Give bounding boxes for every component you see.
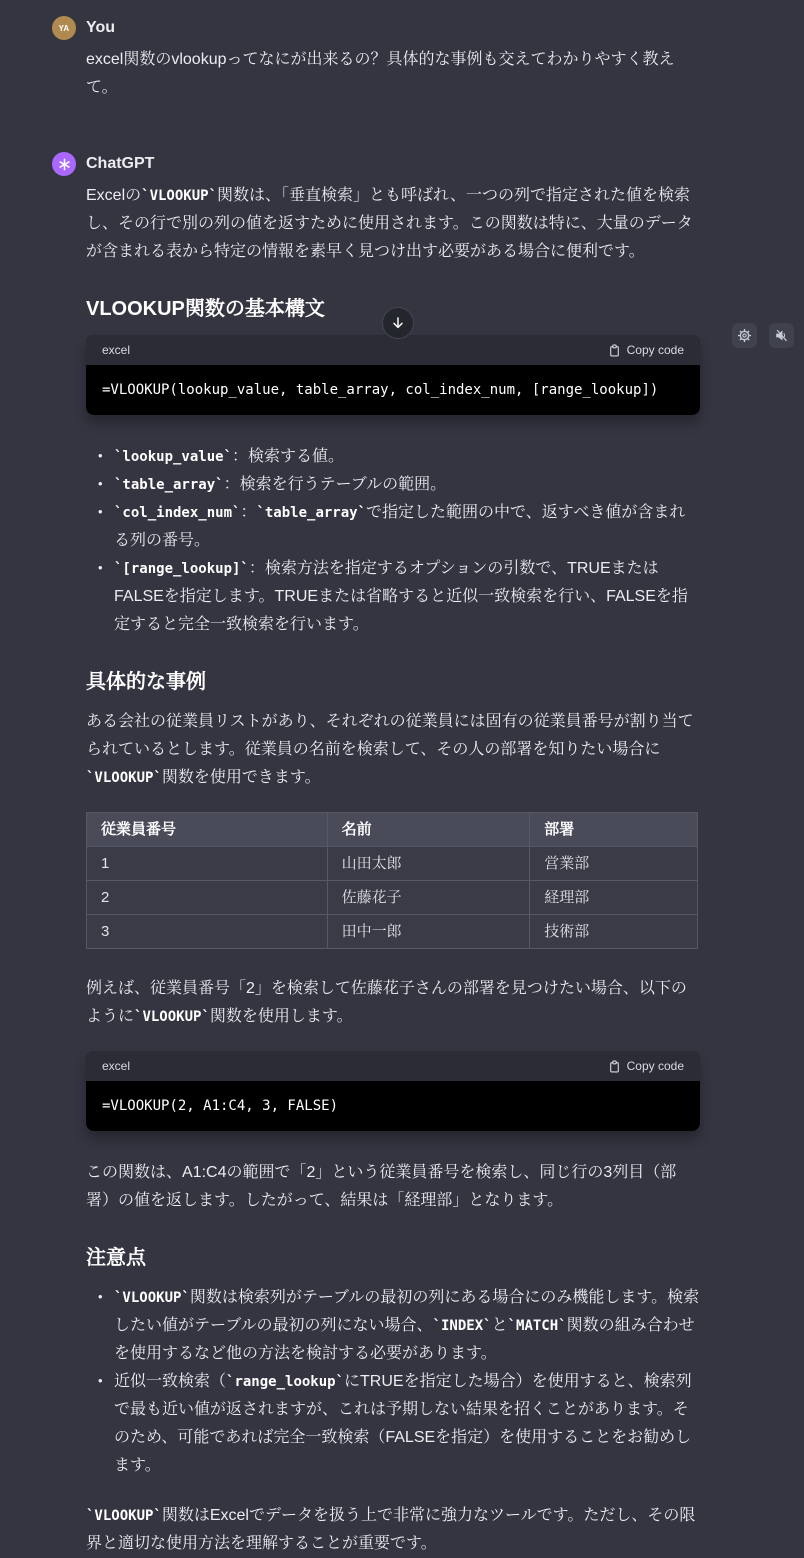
user-avatar [52, 16, 76, 40]
table-header-cell: 部署 [530, 813, 698, 847]
overlay-toolbar [732, 323, 794, 348]
text-run: ：検索方法を指定するオプションの引数で、TRUEまたはFALSEを指定します。TRUEまたは省略すると近似一致検索を行い、FALSEを指定すると完全一致検索を行います。 [114, 560, 688, 633]
code-block-syntax [86, 335, 700, 415]
text-run: ： [240, 504, 257, 521]
inline-code: `VLOOKUP` [86, 770, 162, 786]
table-header-cell: 名前 [327, 813, 530, 847]
assistant-name: ChatGPT [86, 155, 155, 172]
inline-code: `table_array` [256, 505, 367, 521]
text-run: 例えば、従業員番号「2」を検索して佐藤花子さんの部署を見つけたい場合、以下のように [86, 980, 687, 1025]
list-item [96, 555, 700, 639]
assistant-avatar [52, 152, 76, 176]
code-language-label: excel [102, 343, 131, 357]
list-item [96, 1368, 700, 1480]
user-message [52, 16, 700, 102]
list-item [96, 1284, 700, 1368]
assistant-message [52, 152, 700, 1558]
copy-code-button[interactable] [608, 1059, 684, 1073]
text-run: にTRUEを指定した場合）を使用すると、検索列で最も近い値が返されますが、これは予期しない結果を招くことがあります。そのため、可能であれば完全一致検索（FALSEを指定）を使用することをお勧めします。 [114, 1373, 692, 1474]
code-content: =VLOOKUP(2, A1:C4, 3, FALSE) [102, 1098, 339, 1114]
section-heading-notes: 注意点 [86, 1247, 146, 1269]
parameter-list [86, 443, 700, 639]
table-header-row [87, 813, 698, 847]
text-run: 関数は検索列がテーブルの最初の列にある場合にのみ機能します。検索したい値がテーブルの最初の列にない場合、 [114, 1289, 700, 1334]
clipboard-icon [608, 1060, 621, 1073]
code-block-header [86, 335, 700, 365]
code-content: =VLOOKUP(lookup_value, table_array, col_index_num, [range_lookup]) [102, 382, 659, 398]
inline-code: `VLOOKUP` [134, 1009, 210, 1025]
scroll-to-bottom-button[interactable] [382, 307, 414, 339]
text-run: Excelの [86, 187, 142, 204]
list-item [96, 471, 700, 499]
inline-code: `VLOOKUP` [114, 1290, 190, 1306]
employees-table [86, 812, 698, 949]
inline-code: `range_lookup` [226, 1374, 345, 1390]
table-cell: 技術部 [530, 915, 698, 949]
table-cell: 経理部 [530, 881, 698, 915]
table-row [87, 881, 698, 915]
clipboard-icon [608, 344, 621, 357]
code-language-label: excel [102, 1059, 131, 1073]
table-cell: 1 [87, 847, 328, 881]
table-row [87, 915, 698, 949]
example-usage-paragraph [86, 975, 700, 1031]
intro-paragraph [86, 182, 700, 266]
outro-paragraph [86, 1502, 700, 1558]
inline-code: `[range_lookup]` [114, 561, 249, 577]
table-header-cell: 従業員番号 [87, 813, 328, 847]
text-run: 関数を使用します。 [209, 1008, 353, 1025]
mute-button[interactable] [769, 323, 794, 348]
example-result-paragraph: この関数は、A1:C4の範囲で「2」という従業員番号を検索し、同じ行の3列目（部署）の値を返します。したがって、結果は「経理部」となります。 [86, 1164, 677, 1209]
inline-code: `col_index_num` [114, 505, 241, 521]
user-avatar-initials: YA [58, 23, 70, 33]
text-run: 関数を使用できます。 [161, 769, 321, 786]
list-item [96, 499, 700, 555]
copy-code-button[interactable] [608, 343, 684, 357]
code-block-example [86, 1051, 700, 1131]
speaker-muted-icon [774, 328, 789, 343]
inline-code: `table_array` [114, 477, 224, 493]
text-run: 関数は、「垂直検索」とも呼ばれ、一つの列で指定された値を検索し、その行で別の列の値を返すために使用されます。この関数は特に、大量のデータが含まれる表から特定の情報を素早く見つけ出す必要がある場合に便利です。 [86, 187, 693, 260]
text-run: ある会社の従業員リストがあり、それぞれの従業員には固有の従業員番号が割り当てられているとします。従業員の名前を検索して、その人の部署を知りたい場合に [86, 713, 694, 758]
copy-code-label: Copy code [626, 1059, 684, 1073]
gear-icon [737, 328, 752, 343]
arrow-down-icon [390, 315, 406, 331]
inline-code: `lookup_value` [114, 449, 233, 465]
section-heading-example: 具体的な事例 [86, 671, 206, 693]
inline-code: `INDEX` [432, 1318, 492, 1334]
table-cell: 営業部 [530, 847, 698, 881]
table-cell: 田中一郎 [327, 915, 530, 949]
text-run: 関数はExcelでデータを扱う上で非常に強力なツールです。ただし、その限界と適切な使用方法を理解することが重要です。 [86, 1507, 696, 1552]
example-intro-paragraph [86, 708, 700, 792]
text-run: 関数の組み合わせを使用するなど他の方法を検討する必要があります。 [114, 1317, 695, 1362]
user-message-text: excel関数のvlookupってなにが出来るの？具体的な事例も交えてわかりやすく教えて。 [86, 51, 675, 96]
text-run: ：検索する値。 [232, 448, 345, 465]
table-cell: 山田太郎 [327, 847, 530, 881]
table-row [87, 847, 698, 881]
settings-button[interactable] [732, 323, 757, 348]
inline-code: `VLOOKUP` [86, 1508, 162, 1524]
code-block-header [86, 1051, 700, 1081]
user-name: You [86, 19, 116, 36]
text-run: 近似一致検索（ [114, 1373, 227, 1390]
openai-logo-icon [57, 157, 72, 172]
table-cell: 2 [87, 881, 328, 915]
table-cell: 3 [87, 915, 328, 949]
inline-code: `MATCH` [507, 1318, 567, 1334]
text-run: と [491, 1317, 508, 1334]
text-run: ：検索を行うテーブルの範囲。 [223, 476, 447, 493]
inline-code: `VLOOKUP` [141, 188, 217, 204]
table-cell: 佐藤花子 [327, 881, 530, 915]
copy-code-label: Copy code [626, 343, 684, 357]
list-item [96, 443, 700, 471]
text-run: で指定した範囲の中で、返すべき値が含まれる列の番号。 [114, 504, 686, 549]
section-heading-basic-syntax: VLOOKUP関数の基本構文 [86, 298, 325, 320]
notes-list [86, 1284, 700, 1480]
